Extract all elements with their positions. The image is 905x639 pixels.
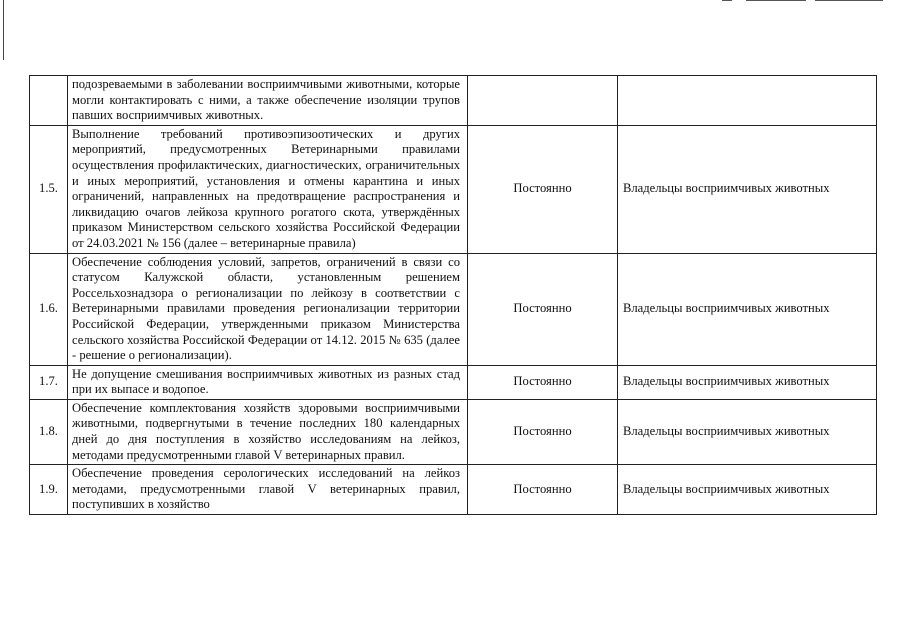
row-description: Обеспечение комплектования хозяйств здоровыми восприимчивыми животными, подвергнутыми в течение последних 180 календарных дней до дня поступления в хозяйство исследованиям на лейкоз, методами предусмотренными главой V ветеринарных правил. bbox=[68, 399, 468, 464]
table-row bbox=[30, 465, 877, 515]
row-term bbox=[468, 76, 618, 126]
scan-edge-line bbox=[3, 0, 4, 60]
table-row bbox=[30, 365, 877, 399]
row-term: Постоянно bbox=[468, 399, 618, 464]
table-row bbox=[30, 125, 877, 253]
row-responsible bbox=[618, 76, 877, 126]
row-term: Постоянно bbox=[468, 253, 618, 365]
row-responsible: Владельцы восприимчивых животных bbox=[618, 365, 877, 399]
row-term: Постоянно bbox=[468, 125, 618, 253]
page-bottom-margin bbox=[0, 593, 905, 639]
row-number: 1.7. bbox=[30, 365, 68, 399]
row-responsible: Владельцы восприимчивых животных bbox=[618, 253, 877, 365]
top-dash-mark bbox=[746, 0, 806, 1]
row-number: 1.9. bbox=[30, 465, 68, 515]
top-dash-mark bbox=[722, 0, 732, 1]
row-number: 1.5. bbox=[30, 125, 68, 253]
row-description: Обеспечение проведения серологических исследований на лейкоз методами, предусмотренными главой V ветеринарных правил, поступивших в хозяйство bbox=[68, 465, 468, 515]
row-number bbox=[30, 76, 68, 126]
measures-table bbox=[29, 75, 877, 515]
row-term: Постоянно bbox=[468, 465, 618, 515]
row-responsible: Владельцы восприимчивых животных bbox=[618, 399, 877, 464]
top-dash-mark bbox=[815, 0, 883, 1]
row-description: подозреваемыми в заболевании восприимчивыми животными, которые могли контактировать с ними, а также обеспечение изоляции трупов павших восприимчивых животных. bbox=[68, 76, 468, 126]
table-row bbox=[30, 399, 877, 464]
table-row bbox=[30, 76, 877, 126]
row-number: 1.6. bbox=[30, 253, 68, 365]
row-description: Выполнение требований противоэпизоотических и других мероприятий, предусмотренных Ветеринарными правилами осуществления профилактических, диагностических, ограничительных и иных мероприятий, установления и отмены карантина и иных ограничений, направленных на предотвращение распространения и ликвидацию очагов лейкоза крупного рогатого скота, утверждённых приказом Министерством сельского хозяйства Российской Федерации от 24.03.2021 № 156 (далее – ветеринарные правила) bbox=[68, 125, 468, 253]
table-row bbox=[30, 253, 877, 365]
row-term: Постоянно bbox=[468, 365, 618, 399]
row-responsible: Владельцы восприимчивых животных bbox=[618, 465, 877, 515]
row-description: Не допущение смешивания восприимчивых животных из разных стад при их выпасе и водопое. bbox=[68, 365, 468, 399]
row-number: 1.8. bbox=[30, 399, 68, 464]
row-responsible: Владельцы восприимчивых животных bbox=[618, 125, 877, 253]
row-description: Обеспечение соблюдения условий, запретов, ограничений в связи со статусом Калужской области, установленным решением Россельхознадзора о регионализации по лейкозу в соответствии с Ветеринарными правилами проведения регионализации территории Российской Федерации, утвержденными приказом Министерства сельского хозяйства Российской Федерации от 14.12. 2015 № 635 (далее - решение о регионализации). bbox=[68, 253, 468, 365]
